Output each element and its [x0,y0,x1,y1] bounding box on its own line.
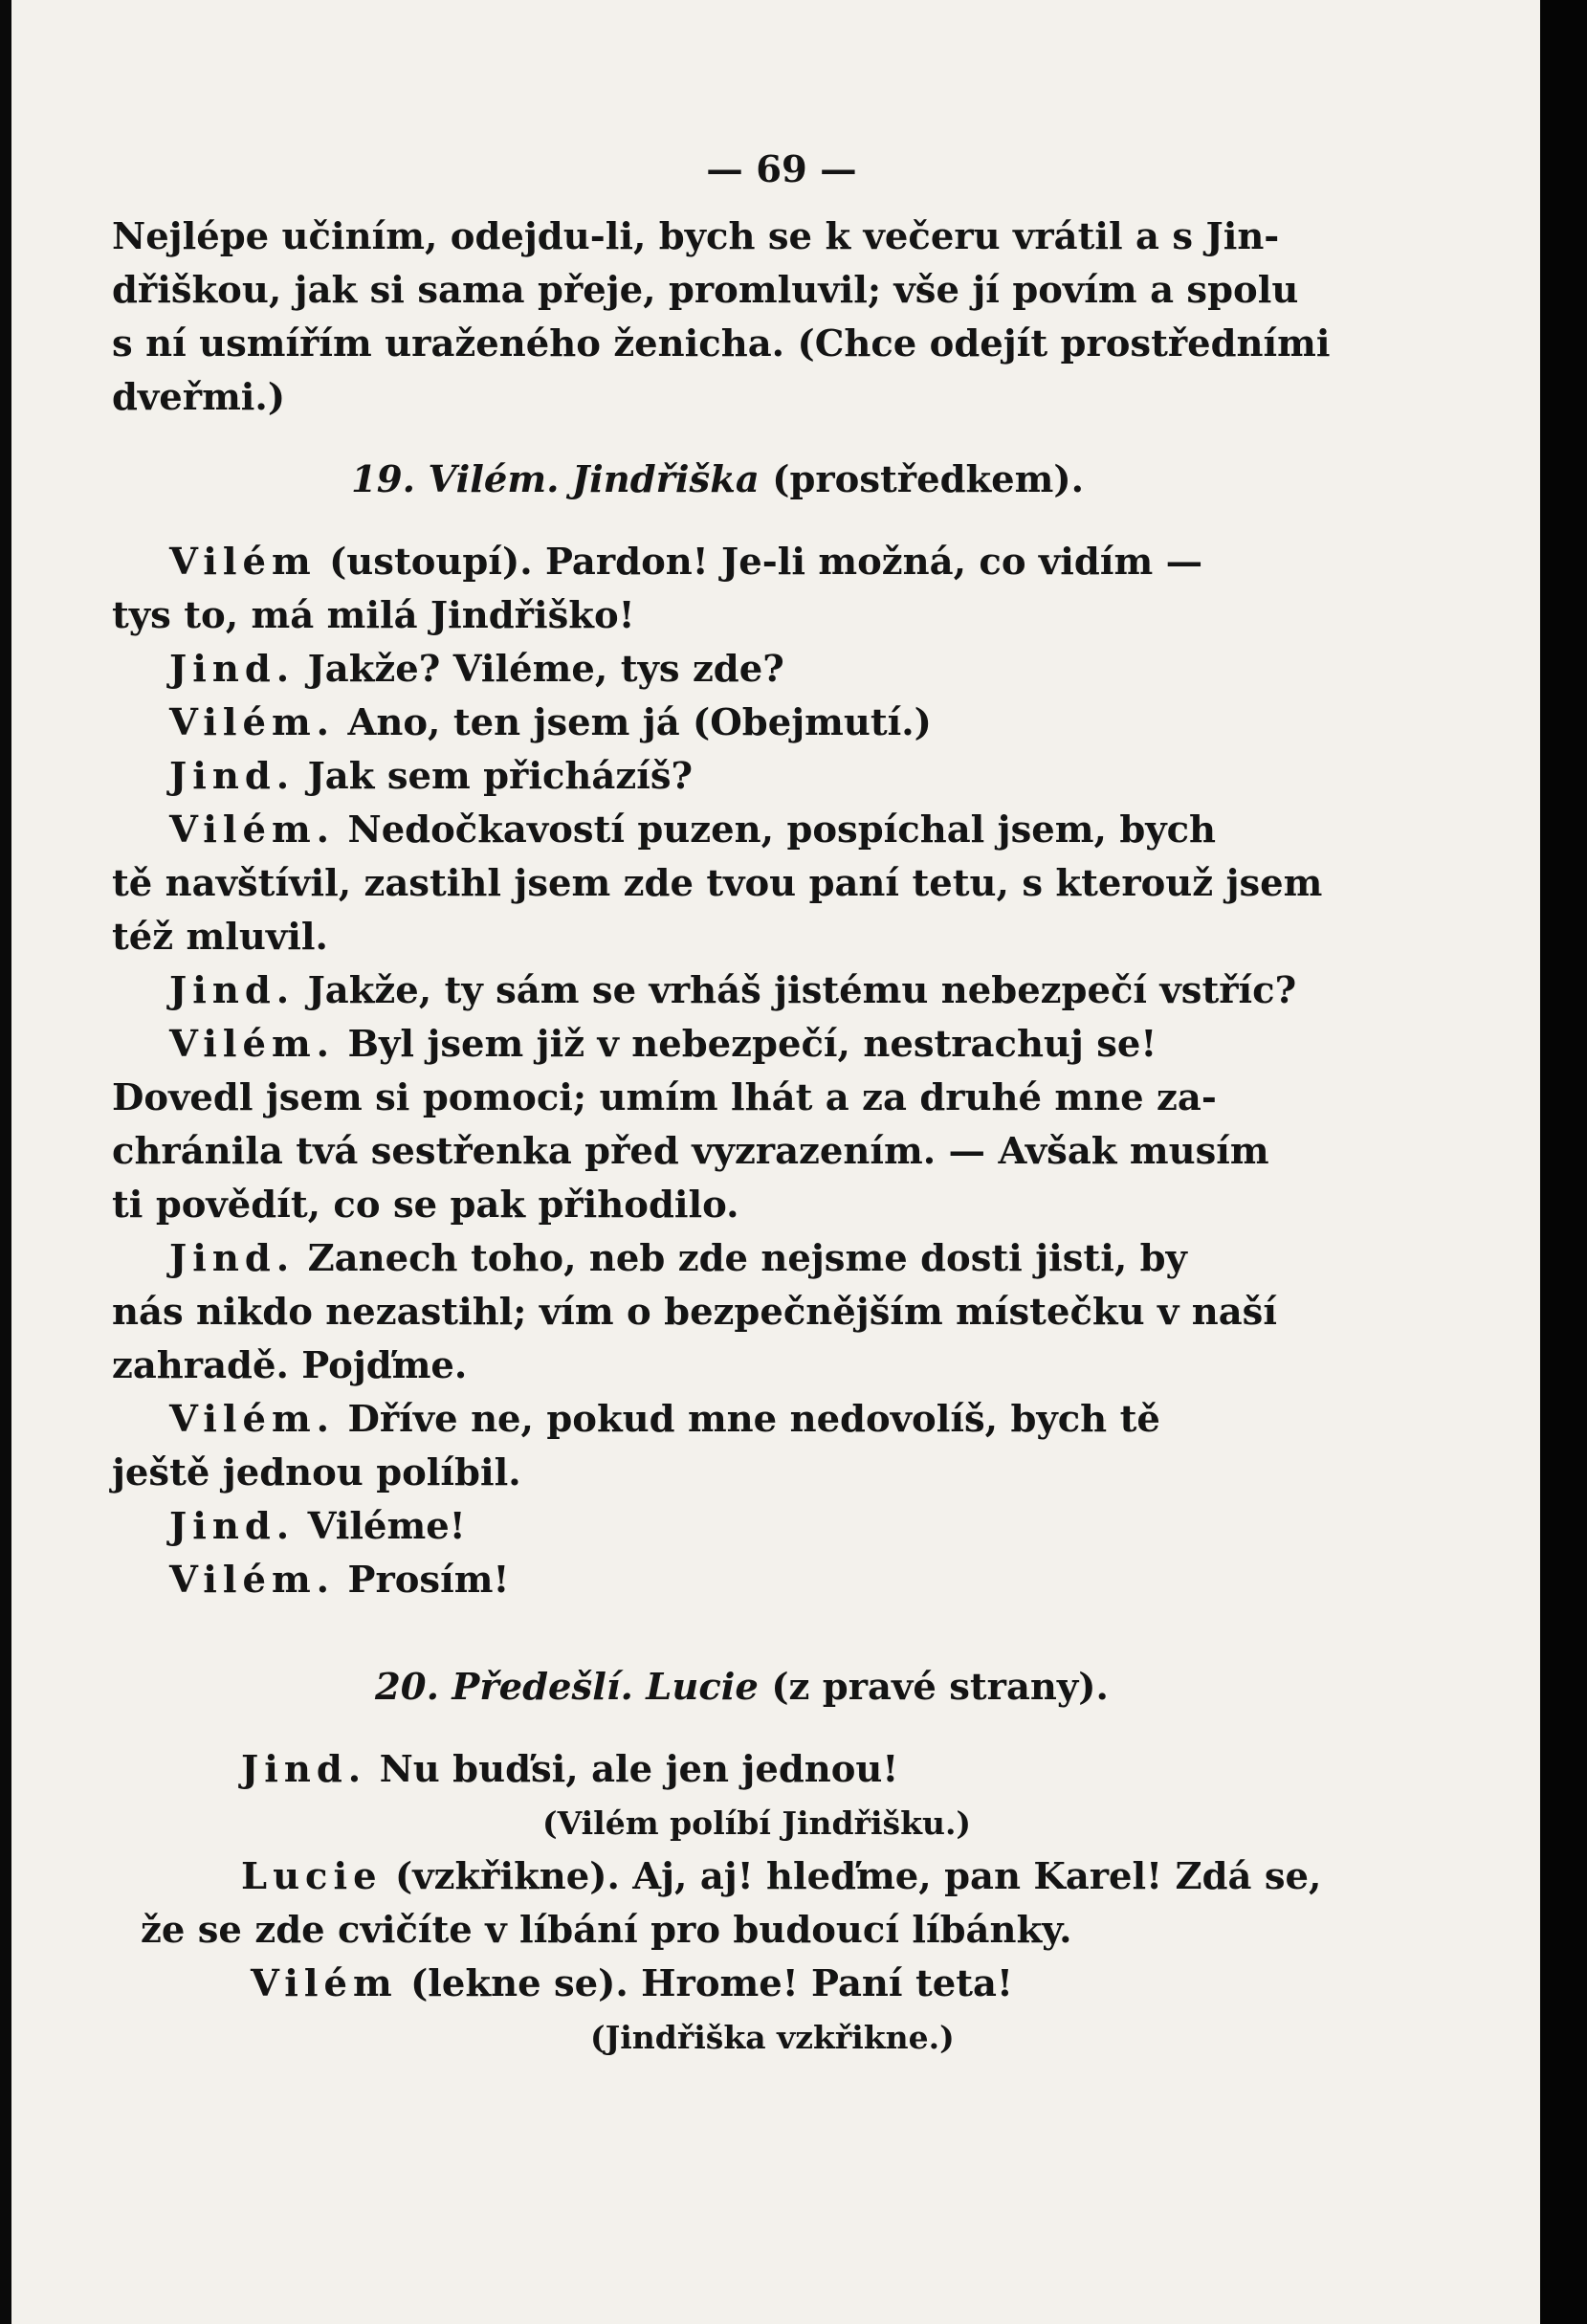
speech: že se zde cvičíte v líbání pro budoucí líbánky. [141,1909,1072,1952]
paragraph-line: Nejlépe učiním, odejdu-li, bych se k večeru vrátil a s Jin- [112,215,1280,258]
speech: zahradě. Pojďme. [112,1344,468,1387]
speech: chránila tvá sestřenka před vyzrazením. — Avšak musím [112,1130,1269,1173]
book-page [11,0,1540,2324]
dialogue-line [112,911,1394,964]
speaker: Jind. [169,1505,296,1548]
speech: (vzkřikne). Aj, aj! hleďme, pan Karel! Zdá se, [382,1855,1322,1898]
speech: Byl jsem již v nebezpečí, nestrachuj se! [335,1023,1157,1066]
speaker: Vilém. [169,701,336,744]
speech: Jakže? Viléme, tys zde? [295,648,784,691]
dialogue-line [112,536,1394,589]
speaker: Vilém. [169,1398,336,1441]
scene-number: 19. [351,458,415,501]
speech: Jakže, ty sám se vrháš jistému nebezpečí vstříc? [295,969,1297,1012]
speech: tě navštívil, zastihl jsem zde tvou paní tetu, s kterouž jsem [112,862,1323,905]
dialogue-line [112,697,1394,750]
speaker: Jind. [169,755,296,798]
dialogue-line [112,1904,1394,1958]
speech: ti povědít, co se pak přihodilo. [112,1184,739,1227]
stage-direction: (Vilém políbí Jindřišku.) [542,1804,972,1842]
dialogue-line [112,1179,1394,1232]
dialogue-line [112,1286,1394,1339]
right-scan-border [1540,0,1587,2324]
dialogue-line [112,1393,1394,1447]
speaker: Jind. [169,648,296,691]
dialogue-line [112,589,1394,643]
speech: Ano, ten jsem já (Obejmutí.) [335,701,932,744]
dialogue-line [112,1018,1394,1072]
speaker: Vilém [251,1962,398,2005]
speech: Nedočkavostí puzen, pospíchal jsem, bych [335,808,1217,852]
scene-characters: Předešlí. Lucie [452,1666,759,1709]
paragraph-line: dřiškou, jak si sama přeje, promluvil; vše jí povím a spolu [112,269,1299,312]
speaker: Vilém. [169,1559,336,1602]
dialogue-line [112,857,1394,911]
speech: (lekne se). Hrome! Paní teta! [397,1962,1013,2005]
scene-number: 20. [375,1666,439,1709]
dialogue-line [112,1500,1394,1554]
page-text [112,144,1394,2065]
speech: ještě jednou políbil. [112,1451,521,1494]
speech: Jak sem přicházíš? [295,755,694,798]
left-scan-border [0,0,11,2324]
speaker: Jind. [241,1748,367,1791]
speaker: Jind. [169,1237,296,1280]
speaker: Vilém [169,541,317,584]
speaker: Jind. [169,969,296,1012]
speech: (ustoupí). Pardon! Je-li možná, co vidím — [316,541,1203,584]
paragraph-line: s ní usmířím uraženého ženicha. (Chce odejít prostředními [112,322,1331,365]
speech: Zanech toho, neb zde nejsme dosti jisti, by [295,1237,1187,1280]
speech: Nu buďsi, ale jen jednou! [366,1748,899,1791]
stage-direction: (Jindřiška vzkřikne.) [590,2019,955,2056]
dialogue-line [112,1447,1394,1500]
speech: Prosím! [335,1559,510,1602]
scene-stage-direction: (prostředkem). [772,458,1085,501]
dialogue-line [112,1958,1394,2011]
paragraph-line: dveřmi.) [112,376,286,419]
scene-heading [112,1661,1394,1715]
dialogue-line [112,804,1394,857]
speech: Dovedl jsem si pomoci; umím lhát a za druhé mne za- [112,1076,1217,1119]
speech: Viléme! [295,1505,466,1548]
dialogue-line [112,1743,1394,1797]
dialogue-line [112,1339,1394,1393]
dialogue-line [112,1072,1394,1125]
speech: tys to, má milá Jindřiško! [112,594,635,637]
speaker: Vilém. [169,1023,336,1066]
page-number: — 69 — [706,148,857,191]
dialogue-line [112,1232,1394,1286]
speaker: Lucie [241,1855,383,1898]
speech: Dříve ne, pokud mne nedovolíš, bych tě [335,1398,1160,1441]
dialogue-line [112,1125,1394,1179]
dialogue-line [112,643,1394,697]
dialogue-line [112,1554,1394,1607]
scene-characters: Vilém. Jindřiška [428,458,760,501]
dialogue-line [112,750,1394,804]
speech: nás nikdo nezastihl; vím o bezpečnějším místečku v naší [112,1291,1277,1334]
scene-stage-direction: (z pravé strany). [771,1666,1109,1709]
dialogue-line [112,964,1394,1018]
dialogue-line [112,1850,1394,1904]
scene-heading [112,454,1394,507]
speaker: Vilém. [169,808,336,852]
speech: též mluvil. [112,916,328,959]
